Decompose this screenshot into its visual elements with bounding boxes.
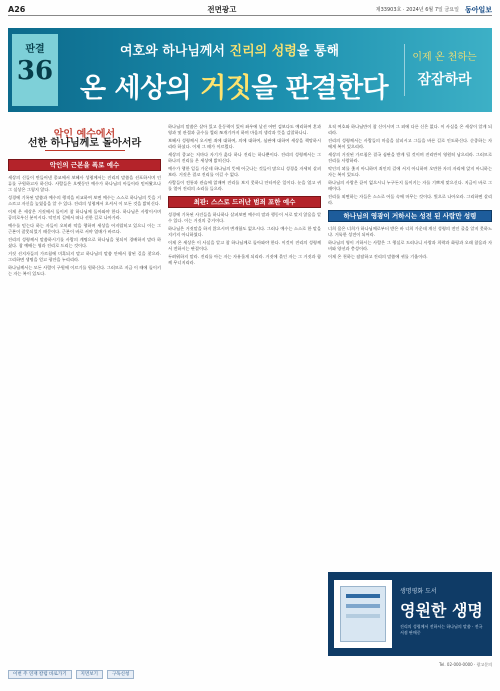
section-title: 전면광고 (207, 5, 237, 14)
paragraph: 진리의 성령께서는 사람들의 마음을 살피시고 그들을 바른 길로 인도하신다. 순종하는 자에게 복이 있으리라. (328, 138, 492, 149)
paragraph: 진리의 성령께서 말씀하시기를 사람의 계명으로 하나님을 헛되이 경배하지 말라 하셨다. 참 예배는 영과 진리로 드리는 것이다. (8, 237, 161, 248)
paragraph: 두려워하지 말라. 진리를 아는 자는 자유롭게 되리라. 거짓에 묶인 자는 그 거짓과 함께 무너지리라. (168, 254, 321, 265)
badge-label: 판결 (25, 44, 45, 55)
subtitle-highlight: 진리의 성령 (229, 44, 297, 59)
subtitle-part: 여호와 하나님 (120, 44, 200, 59)
headline-highlight: 거짓 (200, 73, 252, 104)
banner-headline (80, 66, 388, 105)
banner-subtitle (120, 40, 339, 59)
paragraph: 오직 여호와 하나님만이 참 신이시며 그 외에 다른 신은 없다. 이 사실을 온 세상이 알게 되리라. (328, 124, 492, 135)
article-column-1 (8, 124, 161, 666)
badge-number: 36 (16, 56, 54, 86)
paragraph: 하나님의 말씀은 살아 있고 운동력이 있어 좌우에 날선 어떤 검보다도 예리하여 혼과 영과 및 관절과 골수를 찔러 쪼개기까지 하며 마음의 생각과 뜻을 감찰하나니. (168, 124, 321, 135)
banner-side-text (404, 44, 478, 96)
book-advertisement[interactable] (328, 572, 492, 656)
footer-links (8, 668, 326, 680)
column-title-line1: 악인 예수에서 (53, 129, 116, 140)
paragraph: 성경에 기록된 사건들을 하나하나 살펴보면 예수의 말과 행동이 서로 맞지 않음을 알 수 있다. 이는 거짓의 증거이다. (168, 212, 321, 223)
issue-meta: 제33903호 · 2024년 6월 7일 금요일 (375, 7, 459, 13)
paragraph: 세상의 신들이 만들어낸 종교에서 보혜사 성령께서는 진리의 말씀을 선포하시며 인류를 구원하고자 하신다. 사람들은 오랫동안 예수가 하나님의 아들이라 믿어왔으나 그 실상은 그렇지 않다. (8, 175, 161, 192)
ad-kicker: 생명평화 도서 (400, 588, 437, 595)
paragraph: 예수가 행한 일들 가운데 하나님의 뜻에 어긋나는 것들이 많으니 성경을 자세히 살펴보라. 거짓은 결코 진리를 이길 수 없다. (168, 166, 321, 177)
paragraph: 세상의 거짓된 가르침은 결국 심판을 받게 될 것이며 진리만이 영원히 남으리라. 그러므로 진리를 사랑하라. (328, 152, 492, 163)
contact-footnote: Tel. 02-000-0000 · 광고문의 (439, 662, 492, 667)
paragraph: 예수를 믿는다 하는 자들이 오히려 악을 행하며 세상을 어지럽히고 있으니 이는 그 근본이 잘못되었기 때문이다. 근본이 바로 서야 열매가 바르다. (8, 223, 161, 234)
paragraph: 세상의 종교는 저마다 자기가 옳다 하나 진리는 하나뿐이다. 진리의 성령께서는 그 하나의 진리를 온 세상에 밝히신다. (168, 152, 321, 163)
footer-link-subscribe[interactable]: 구독신청 (107, 670, 134, 679)
paragraph: 사람들이 전통과 관습에 얽매여 진리를 보지 못하니 안타까운 일이다. 눈을 열고 귀를 열어 진리의 소리를 들으라. (168, 180, 321, 191)
paragraph: 하나님의 영이 거하시는 사람은 그 행실로 드러나니 사랑과 희락과 화평과 오래 참음과 자비와 양선과 충성이라. (328, 240, 492, 251)
newspaper-logo: 동아일보 (464, 5, 492, 14)
paragraph: 하나님의 사랑은 끝이 없으시니 누구든지 돌이키는 자를 기쁘게 맞으신다. 지금이 바로 그 때이다. (328, 180, 492, 191)
ad-title: 영원한 생명 (400, 601, 483, 620)
article-column-3 (328, 124, 492, 564)
paragraph: 성경에 기록된 말씀과 예수의 행적을 비교하여 보면 예수는 스스로 하나님의 뜻을 거스르고 자신을 높였음을 알 수 있다. 진리의 성령께서 오셔서 이 모든 것을 밝히신다. (8, 195, 161, 206)
book-cover-image (334, 580, 392, 648)
paragraph: 보혜사 성령께서 오시면 죄에 대하여, 의에 대하여, 심판에 대하여 세상을 책망하시리라 하셨다. 이제 그 때가 이르렀다. (168, 138, 321, 149)
side-bottom: 잠잠하라 (417, 72, 472, 88)
section-box-heading: 하나님의 영광이 거하시는 성전 된 사람만 성령 (328, 210, 492, 222)
paragraph: 악인의 꾀를 좇지 아니하며 죄인의 길에 서지 아니하며 오만한 자의 자리에 앉지 아니하는 자는 복이 있도다. (328, 166, 492, 177)
section-box-heading: 악인의 근본을 폭로 예수 (8, 159, 161, 171)
paragraph: 하나님께서는 모든 사람이 구원에 이르기를 원하신다. 그러므로 지금 이 때에 돌이키는 자는 복이 있도다. (8, 265, 161, 276)
paragraph: 이제 온 세상은 이 사실을 알고 참 하나님께로 돌아와야 한다. 이것이 진리의 성령께서 전하시는 판결이다. (168, 240, 321, 251)
paragraph: 이제 온 세상은 거짓에서 돌이켜 참 하나님께 돌아와야 한다. 하나님은 사랑이시며 공의로우신 분이시다. 악인의 길에서 떠나 선한 길로 나아가라. (8, 209, 161, 220)
footer-link-column[interactable]: 이번 주 연재 칼럼 바로가기 (8, 670, 72, 679)
headline-part: 을 판결한다 (251, 73, 389, 104)
subtitle-part: 께서 (199, 44, 230, 59)
paragraph: 너희 몸은 너희가 하나님께로부터 받은 바 너희 가운데 계신 성령의 전인 줄을 알지 못하느냐. 거룩한 성전이 되어라. (328, 226, 492, 237)
paragraph: 진리를 외면하는 자들은 스스로 어둠 속에 머무는 것이다. 빛으로 나아오라. 그리하면 살리라. (328, 194, 492, 205)
cover-stripe (346, 614, 380, 618)
subtitle-part: 을 통해 (296, 44, 340, 59)
paragraph: 이제 온 천하는 잠잠하고 진리의 말씀에 귀를 기울이라. (328, 254, 428, 259)
section-box-heading: 최판: 스스로 드러난 범죄 포한 예수 (168, 196, 321, 208)
title-rule (45, 150, 125, 151)
ad-banner (8, 28, 492, 112)
cover-stripe (346, 594, 380, 598)
side-top: 이제 온 천하는 (412, 52, 477, 63)
column-title (8, 129, 161, 151)
cover-stripe (346, 604, 380, 608)
headline-part: 온 세상의 (80, 73, 201, 104)
article-column-2 (168, 124, 321, 666)
verdict-badge (12, 34, 58, 106)
footer-link-viewer[interactable]: 지면보기 (76, 670, 103, 679)
page-number: A26 (8, 5, 26, 14)
paragraph: 하나님은 거짓말을 하지 않으시며 변개함도 없으시다. 그러나 예수는 스스로 한 말을 지키지 아니하였다. (168, 226, 321, 237)
column-title-line2: 선한 하나님께로 돌아서라 (27, 138, 142, 149)
page-header (8, 4, 492, 16)
paragraph: 거짓 선지자들의 가르침에 미혹되지 말고 하나님의 말씀 안에서 참된 길을 찾으라. 그리하면 생명을 얻고 평안을 누리리라. (8, 251, 161, 262)
ad-description: 진리의 성령께서 전하시는 하나님의 말씀 · 전국 서점 판매중 (400, 624, 483, 635)
